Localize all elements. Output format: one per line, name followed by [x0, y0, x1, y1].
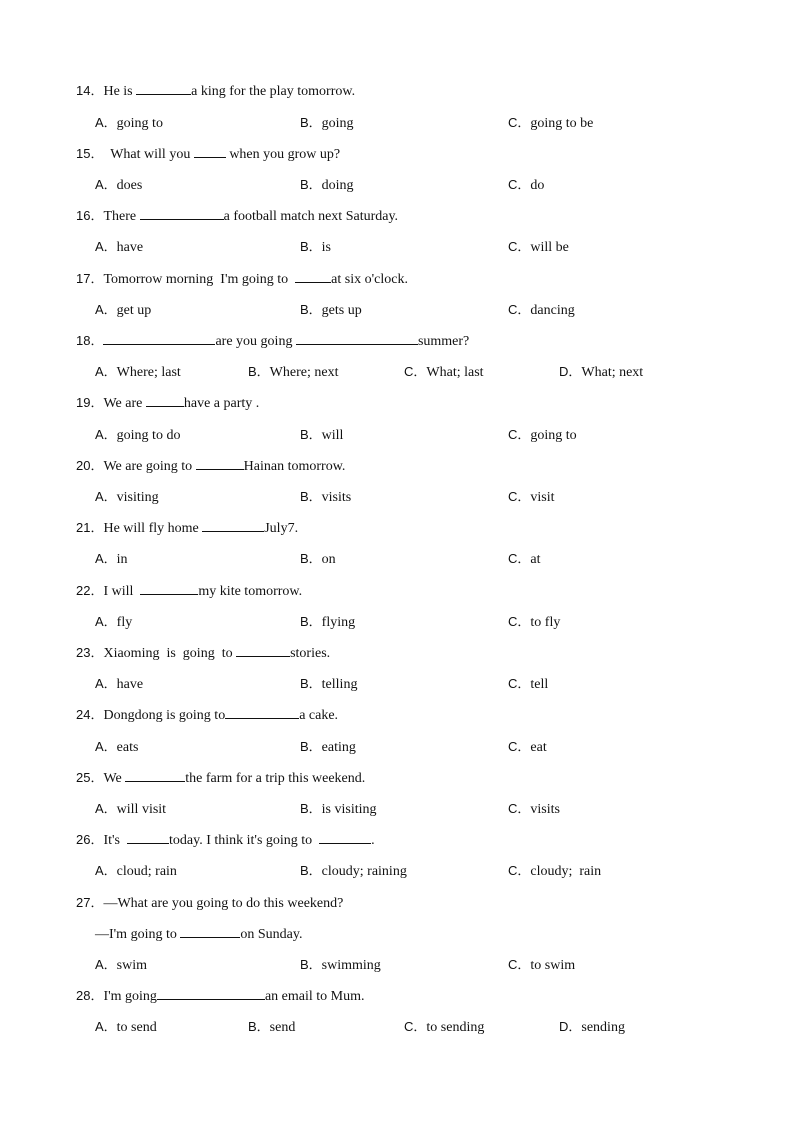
option-letter: A． — [95, 177, 117, 192]
option-letter: C． — [508, 614, 531, 629]
option-text: to sending — [426, 1020, 485, 1035]
option-letter: A． — [95, 239, 117, 254]
option-text: going to be — [530, 116, 594, 131]
option-letter: C． — [508, 489, 531, 504]
question-text: We are going to — [103, 459, 196, 474]
option-text: What; last — [426, 365, 484, 380]
question-22 — [76, 582, 302, 601]
question-text: I will — [103, 584, 141, 599]
option-letter: A． — [95, 551, 117, 566]
option-a[interactable] — [95, 738, 138, 757]
option-text: cloud; rain — [116, 864, 177, 879]
option-text: going — [321, 116, 354, 131]
question-text: Hainan tomorrow. — [243, 459, 346, 474]
option-c[interactable] — [508, 238, 569, 257]
option-text: swim — [116, 958, 148, 973]
option-b[interactable] — [300, 613, 355, 632]
option-text: is visiting — [321, 802, 377, 817]
option-letter: A． — [95, 1019, 117, 1034]
answer-blank[interactable] — [236, 644, 290, 657]
option-b[interactable] — [300, 488, 351, 507]
question-text: July7. — [264, 521, 299, 536]
question-24 — [76, 706, 338, 725]
question-text: on Sunday. — [240, 927, 303, 942]
option-letter: A． — [95, 801, 117, 816]
option-letter: B． — [300, 302, 322, 317]
question-14 — [76, 82, 355, 101]
option-text: does — [116, 178, 143, 193]
question-text: are you going — [215, 334, 296, 349]
option-b[interactable] — [300, 114, 354, 133]
option-text: eating — [321, 740, 356, 755]
option-letter: C． — [508, 863, 531, 878]
question-number: 23． — [76, 645, 104, 660]
option-c[interactable] — [508, 613, 560, 632]
option-letter: A． — [95, 302, 117, 317]
option-letter: B． — [300, 739, 322, 754]
question-number: 19． — [76, 395, 104, 410]
option-a[interactable] — [95, 1018, 157, 1037]
option-letter: A． — [95, 739, 117, 754]
option-b[interactable] — [300, 426, 343, 445]
option-c[interactable] — [508, 488, 555, 507]
question-text: an email to Mum. — [264, 989, 365, 1004]
question-text: What will you — [103, 147, 194, 162]
option-text: to send — [116, 1020, 157, 1035]
question-text: summer? — [417, 334, 470, 349]
option-c[interactable] — [508, 426, 577, 445]
question-number: 14． — [76, 83, 104, 98]
option-text: cloudy; rain — [530, 864, 602, 879]
option-letter: B． — [300, 863, 322, 878]
option-c[interactable] — [508, 675, 548, 694]
question-17 — [76, 270, 408, 289]
question-number: 21． — [76, 520, 104, 535]
question-15 — [76, 145, 340, 164]
option-text: eat — [530, 740, 547, 755]
option-text: at — [530, 552, 541, 567]
option-text: to swim — [530, 958, 576, 973]
option-letter: C． — [508, 957, 531, 972]
question-text: my kite tomorrow. — [198, 584, 303, 599]
option-letter: C． — [508, 302, 531, 317]
option-a[interactable] — [95, 800, 166, 819]
question-number: 26． — [76, 832, 104, 847]
question-text: when you grow up? — [225, 147, 341, 162]
question-number: 24． — [76, 707, 104, 722]
option-text: flying — [321, 615, 356, 630]
option-letter: D． — [559, 364, 582, 379]
question-18 — [76, 332, 469, 351]
option-text: doing — [321, 178, 354, 193]
option-b[interactable] — [300, 800, 377, 819]
option-c[interactable] — [508, 862, 601, 881]
option-letter: C． — [508, 239, 531, 254]
option-text: have — [116, 240, 144, 255]
option-a[interactable] — [95, 363, 181, 382]
option-text: cloudy; raining — [321, 864, 407, 879]
answer-blank[interactable] — [140, 582, 198, 595]
option-c[interactable] — [404, 363, 484, 382]
question-text: —I'm going to — [95, 927, 181, 942]
option-letter: B． — [300, 801, 322, 816]
question-text: We are — [103, 396, 146, 411]
option-letter: B． — [300, 115, 322, 130]
answer-blank[interactable] — [225, 706, 299, 719]
option-text: eats — [116, 740, 139, 755]
option-b[interactable] — [300, 738, 356, 757]
option-b[interactable] — [300, 301, 362, 320]
option-a[interactable] — [95, 862, 177, 881]
question-number: 17． — [76, 271, 104, 286]
option-d[interactable] — [559, 1018, 625, 1037]
option-letter: C． — [508, 177, 531, 192]
option-b[interactable] — [248, 363, 338, 382]
option-letter: B． — [300, 489, 322, 504]
option-text: fly — [116, 615, 133, 630]
question-text: the farm for a trip this weekend. — [185, 771, 366, 786]
answer-blank[interactable] — [136, 82, 191, 95]
option-c[interactable] — [508, 800, 560, 819]
option-text: visit — [530, 490, 555, 505]
question-number: 15． — [76, 146, 104, 161]
question-20 — [76, 457, 345, 476]
option-c[interactable] — [404, 1018, 484, 1037]
option-text: dancing — [530, 303, 575, 318]
question-number: 18． — [76, 333, 104, 348]
answer-blank[interactable] — [180, 925, 240, 938]
option-b[interactable] — [300, 550, 336, 569]
answer-blank[interactable] — [296, 332, 418, 345]
option-text: will be — [530, 240, 569, 255]
answer-blank[interactable] — [146, 394, 184, 407]
question-text: Tomorrow morning I'm going to — [103, 272, 296, 287]
question-text: have a party . — [183, 396, 260, 411]
option-text: on — [321, 552, 336, 567]
answer-blank[interactable] — [125, 769, 185, 782]
option-letter: B． — [300, 239, 322, 254]
option-text: is — [321, 240, 332, 255]
option-a[interactable] — [95, 550, 128, 569]
option-b[interactable] — [300, 675, 357, 694]
option-letter: C． — [508, 115, 531, 130]
answer-blank[interactable] — [194, 145, 226, 158]
question-number: 27． — [76, 895, 104, 910]
option-letter: B． — [248, 364, 270, 379]
question-text: Xiaoming is going to — [103, 646, 237, 661]
option-text: going to — [530, 428, 577, 443]
question-19 — [76, 394, 259, 413]
option-letter: C． — [508, 676, 531, 691]
question-text: He is — [103, 84, 137, 99]
answer-blank[interactable] — [103, 332, 215, 345]
option-letter: C． — [508, 427, 531, 442]
option-letter: B． — [300, 676, 322, 691]
question-text: a king for the play tomorrow. — [191, 84, 356, 99]
option-b[interactable] — [248, 1018, 295, 1037]
option-a[interactable] — [95, 675, 143, 694]
option-letter: A． — [95, 957, 117, 972]
option-text: do — [530, 178, 545, 193]
option-letter: A． — [95, 115, 117, 130]
question-number: 25． — [76, 770, 104, 785]
option-a[interactable] — [95, 238, 143, 257]
option-text: have — [116, 677, 144, 692]
option-text: will visit — [116, 802, 167, 817]
option-b[interactable] — [300, 956, 381, 975]
question-27 — [76, 894, 344, 942]
question-text: It's — [103, 833, 127, 848]
option-letter: B． — [300, 177, 322, 192]
option-letter: C． — [508, 739, 531, 754]
option-letter: A． — [95, 676, 117, 691]
answer-blank[interactable] — [157, 987, 265, 1000]
question-number: 22． — [76, 583, 104, 598]
option-c[interactable] — [508, 956, 575, 975]
option-a[interactable] — [95, 426, 180, 445]
option-text: Where; next — [269, 365, 339, 380]
option-text: going to do — [116, 428, 181, 443]
option-text: to fly — [530, 615, 561, 630]
answer-blank[interactable] — [140, 207, 224, 220]
option-letter: C． — [404, 1019, 427, 1034]
question-28 — [76, 987, 364, 1006]
option-text: What; next — [581, 365, 644, 380]
option-letter: B． — [300, 551, 322, 566]
question-text: . — [371, 833, 375, 848]
option-text: Where; last — [116, 365, 181, 380]
option-c[interactable] — [508, 301, 575, 320]
question-text: Dongdong is going to — [103, 708, 226, 723]
option-letter: B． — [248, 1019, 270, 1034]
option-letter: B． — [300, 957, 322, 972]
option-d[interactable] — [559, 363, 643, 382]
question-number: 28． — [76, 988, 104, 1003]
option-text: visits — [530, 802, 560, 817]
option-text: going to — [116, 116, 163, 131]
question-text: —What are you going to do this weekend? — [103, 896, 344, 911]
option-letter: D． — [559, 1019, 582, 1034]
question-25 — [76, 769, 365, 788]
question-text: stories. — [290, 646, 331, 661]
answer-blank[interactable] — [127, 831, 169, 844]
question-text: We — [103, 771, 126, 786]
question-text: There — [103, 209, 140, 224]
option-letter: A． — [95, 427, 117, 442]
question-text: He will fly home — [103, 521, 203, 536]
option-letter: B． — [300, 427, 322, 442]
option-a[interactable] — [95, 301, 151, 320]
option-b[interactable] — [300, 238, 331, 257]
option-text: will — [321, 428, 344, 443]
question-text: today. I think it's going to — [169, 833, 320, 848]
option-b[interactable] — [300, 862, 407, 881]
option-text: get up — [116, 303, 152, 318]
option-text: gets up — [321, 303, 362, 318]
option-a[interactable] — [95, 488, 159, 507]
option-letter: B． — [300, 614, 322, 629]
question-27-line-2 — [95, 925, 302, 944]
option-b[interactable] — [300, 176, 354, 195]
question-21 — [76, 519, 298, 538]
question-26 — [76, 831, 375, 850]
option-a[interactable] — [95, 956, 147, 975]
option-c[interactable] — [508, 176, 544, 195]
option-a[interactable] — [95, 613, 132, 632]
option-letter: A． — [95, 364, 117, 379]
option-text: sending — [581, 1020, 625, 1035]
question-number: 20． — [76, 458, 104, 473]
option-text: swimming — [321, 958, 381, 973]
question-text: a football match next Saturday. — [223, 209, 399, 224]
answer-blank[interactable] — [295, 270, 331, 283]
option-text: telling — [321, 677, 358, 692]
option-letter: C． — [508, 801, 531, 816]
option-letter: A． — [95, 614, 117, 629]
option-letter: A． — [95, 489, 117, 504]
answer-blank[interactable] — [319, 831, 371, 844]
option-a[interactable] — [95, 114, 163, 133]
question-23 — [76, 644, 330, 663]
option-letter: C． — [404, 364, 427, 379]
option-text: in — [116, 552, 128, 567]
option-letter: C． — [508, 551, 531, 566]
option-letter: A． — [95, 863, 117, 878]
option-c[interactable] — [508, 738, 547, 757]
question-text: at six o'clock. — [331, 272, 408, 287]
answer-blank[interactable] — [196, 457, 244, 470]
option-text: tell — [530, 677, 549, 692]
question-16 — [76, 207, 398, 226]
option-a[interactable] — [95, 176, 142, 195]
question-text: I'm going — [103, 989, 157, 1004]
question-text: a cake. — [299, 708, 339, 723]
option-text: visits — [321, 490, 352, 505]
answer-blank[interactable] — [202, 519, 264, 532]
option-c[interactable] — [508, 114, 593, 133]
option-text: send — [269, 1020, 296, 1035]
question-number: 16． — [76, 208, 104, 223]
option-text: visiting — [116, 490, 159, 505]
option-c[interactable] — [508, 550, 541, 569]
